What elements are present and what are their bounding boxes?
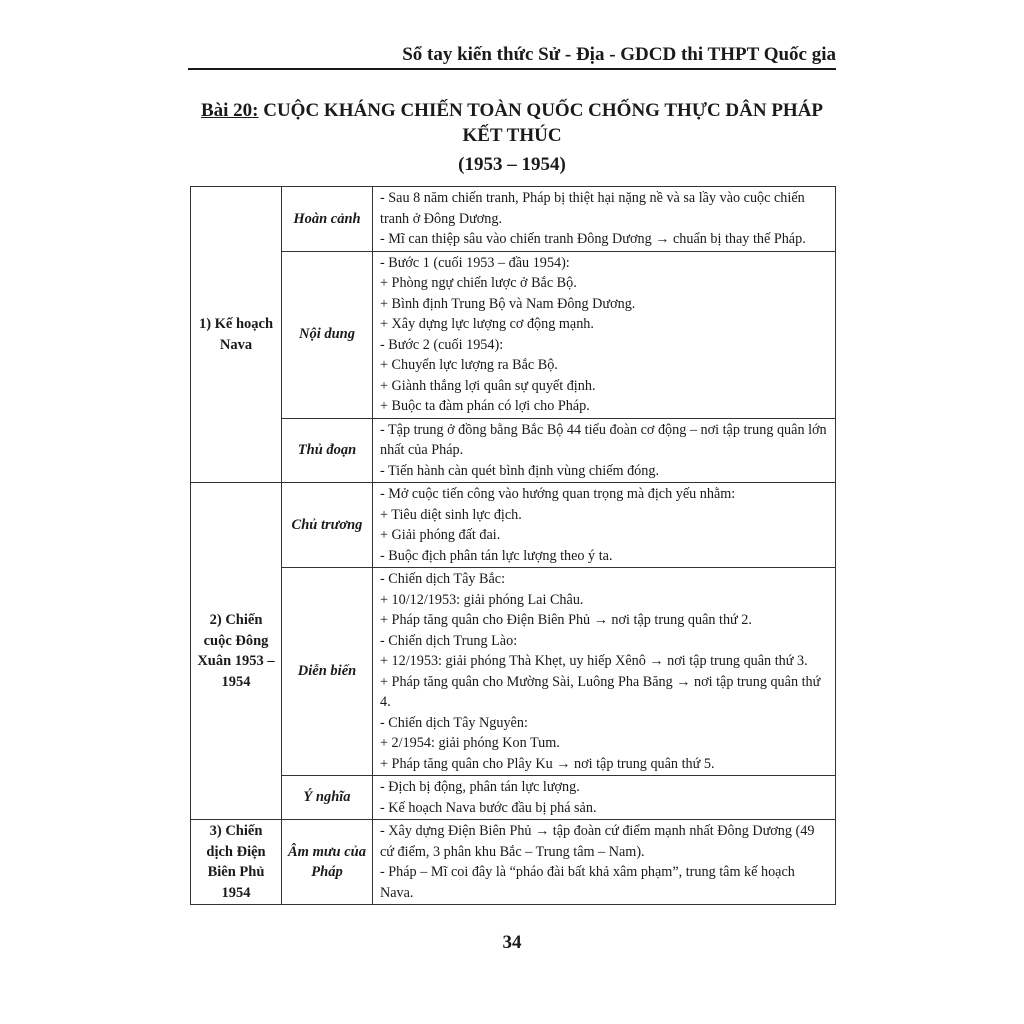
page-number: 34 — [502, 932, 522, 953]
section-title: 3) Chiến dịch Điện Biên Phủ 1954 — [191, 820, 282, 905]
row-label: Hoàn cảnh — [282, 187, 373, 252]
row-content — [373, 187, 836, 252]
row-label: Ý nghĩa — [282, 776, 373, 820]
content-line: + 10/12/1953: giải phóng Lai Châu. — [380, 591, 584, 608]
row-content — [373, 568, 836, 776]
table-row — [191, 568, 836, 776]
lesson-heading: CUỘC KHÁNG CHIẾN TOÀN QUỐC CHỐNG THỰC DÂN PHÁP KẾT THÚC — [263, 100, 824, 146]
content-line: + 12/1953: giải phóng Thà Khẹt, uy hiếp Xênô → nơi tập trung quân thứ 3. — [380, 653, 808, 669]
row-label: Diễn biến — [282, 568, 373, 776]
content-line: - Bước 2 (cuối 1954): — [380, 336, 504, 353]
content-line: - Kế hoạch Nava bước đầu bị phá sản. — [380, 799, 597, 816]
lesson-number: Bài 20: — [200, 100, 259, 121]
row-content — [373, 776, 836, 820]
content-line: - Địch bị động, phân tán lực lượng. — [380, 779, 580, 795]
row-label: Nội dung — [282, 251, 373, 418]
section-title: 1) Kế hoạch Nava — [191, 187, 282, 483]
content-line: - Mĩ can thiệp sâu vào chiến tranh Đông Dương → chuẩn bị thay thế Pháp. — [380, 231, 806, 247]
content-line: - Sau 8 năm chiến tranh, Pháp bị thiệt hại nặng nề và sa lầy vào cuộc chiến tranh ở Đông Dương. — [380, 190, 805, 227]
content-line: - Tập trung ở đồng bằng Bắc Bộ 44 tiểu đoàn cơ động – nơi tập trung quân lớn nhất của Pháp. — [380, 421, 827, 458]
section-title: 2) Chiến cuộc Đông Xuân 1953 – 1954 — [191, 483, 282, 820]
content-line: + Chuyển lực lượng ra Bắc Bộ. — [380, 357, 558, 373]
row-label: Thủ đoạn — [282, 418, 373, 483]
row-content — [373, 820, 836, 905]
content-line: - Mở cuộc tiến công vào hướng quan trọng mà địch yếu nhằm: — [380, 486, 736, 502]
table-row — [191, 251, 836, 418]
lesson-title — [188, 98, 836, 148]
content-line: + Pháp tăng quân cho Mường Sài, Luông Pha Băng → nơi tập trung quân thứ 4. — [380, 673, 821, 710]
content-line: + Giành thắng lợi quân sự quyết định. — [380, 377, 596, 394]
content-line: + Bình định Trung Bộ và Nam Đông Dương. — [380, 295, 636, 312]
row-content — [373, 418, 836, 483]
content-line: + Phòng ngự chiến lược ở Bắc Bộ. — [380, 275, 577, 291]
content-line: - Buộc địch phân tán lực lượng theo ý ta. — [380, 547, 613, 564]
table-row — [191, 187, 836, 252]
content-line: + 2/1954: giải phóng Kon Tum. — [380, 735, 560, 751]
lesson-years: (1953 – 1954) — [458, 154, 566, 175]
content-line: + Pháp tăng quân cho Điện Biên Phủ → nơi tập trung quân thứ 2. — [380, 612, 752, 628]
row-label: Âm mưu của Pháp — [282, 820, 373, 905]
content-line: - Chiến dịch Tây Bắc: — [380, 571, 506, 587]
content-line: + Giải phóng đất đai. — [380, 527, 501, 543]
content-line: - Pháp – Mĩ coi đây là “pháo đài bất khả xâm phạm”, trung tâm kế hoạch Nava. — [380, 864, 795, 901]
content-line: + Xây dựng lực lượng cơ động mạnh. — [380, 316, 594, 332]
content-line: - Chiến dịch Trung Lào: — [380, 632, 518, 649]
content-line: + Buộc ta đàm phán có lợi cho Pháp. — [380, 398, 590, 414]
row-content — [373, 251, 836, 418]
content-line: - Tiến hành càn quét bình định vùng chiếm đóng. — [380, 462, 659, 479]
row-label: Chủ trương — [282, 483, 373, 568]
table-row — [191, 820, 836, 905]
content-line: - Xây dựng Điện Biên Phủ → tập đoàn cứ điểm mạnh nhất Đông Dương (49 cứ điểm, 3 phân khu Bắc – Trung tâm – Nam). — [380, 823, 815, 860]
running-header: Sổ tay kiến thức Sử - Địa - GDCD thi THPT Quốc gia — [188, 44, 836, 70]
content-line: + Tiêu diệt sinh lực địch. — [380, 506, 522, 523]
table-row — [191, 418, 836, 483]
content-line: - Bước 1 (cuối 1953 – đầu 1954): — [380, 254, 570, 271]
table-row — [191, 776, 836, 820]
row-content — [373, 483, 836, 568]
content-line: - Chiến dịch Tây Nguyên: — [380, 714, 528, 731]
table-row — [191, 483, 836, 568]
summary-table — [190, 186, 836, 905]
content-line: + Pháp tăng quân cho Plây Ku → nơi tập trung quân thứ 5. — [380, 755, 715, 772]
